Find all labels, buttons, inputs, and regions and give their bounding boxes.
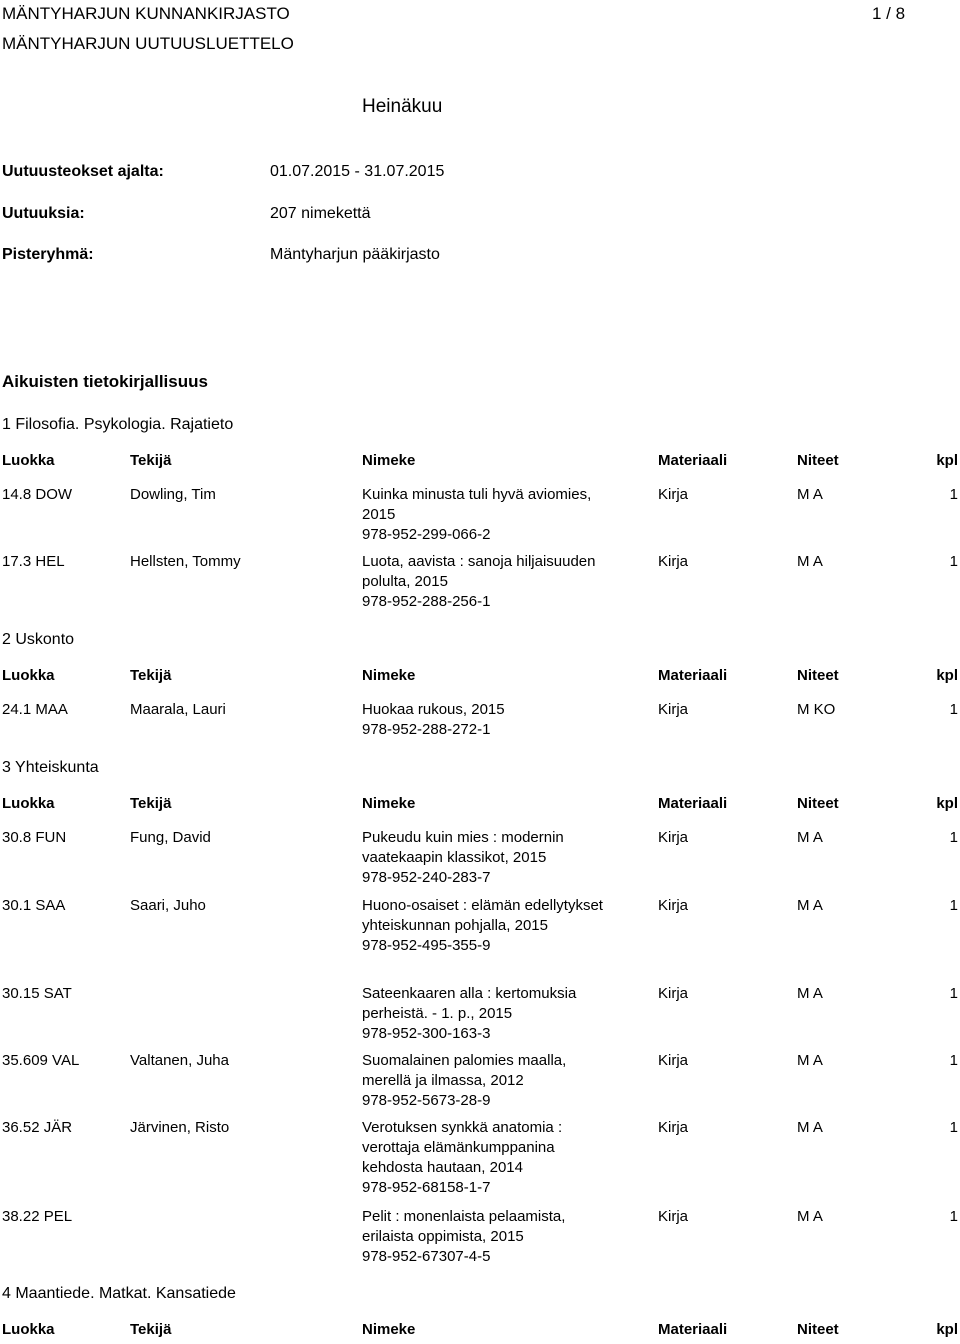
column-header-materiaali: Materiaali <box>658 795 728 812</box>
row-materiaali: Kirja <box>658 1119 689 1136</box>
column-header-niteet: Niteet <box>797 667 839 684</box>
library-name: MÄNTYHARJUN KUNNANKIRJASTO <box>2 4 290 23</box>
column-header-tekija: Tekijä <box>130 1321 172 1338</box>
row-nimeke-line: verottaja elämänkumppanina <box>362 1139 555 1156</box>
row-materiaali: Kirja <box>658 829 689 846</box>
section-title: 3 Yhteiskunta <box>2 759 99 776</box>
group-value: Mäntyharjun pääkirjasto <box>270 246 440 263</box>
row-luokka: 14.8 DOW <box>2 486 73 503</box>
row-tekija: Järvinen, Risto <box>130 1119 230 1136</box>
row-nimeke-line: 2015 <box>362 506 396 523</box>
row-tekija: Fung, David <box>130 829 211 846</box>
row-kpl: 1 <box>949 1119 958 1136</box>
row-nimeke-line: erilaista oppimista, 2015 <box>362 1228 524 1245</box>
column-header-niteet: Niteet <box>797 452 839 469</box>
row-niteet: M A <box>797 1052 823 1069</box>
row-niteet: M A <box>797 1119 823 1136</box>
row-nimeke-line: Verotuksen synkkä anatomia : <box>362 1119 563 1136</box>
row-luokka: 35.609 VAL <box>2 1052 80 1069</box>
row-nimeke-line: polulta, 2015 <box>362 573 448 590</box>
column-header-luokka: Luokka <box>2 667 55 684</box>
row-tekija: Valtanen, Juha <box>130 1052 229 1069</box>
row-materiaali: Kirja <box>658 985 689 1002</box>
row-kpl: 1 <box>949 985 958 1002</box>
row-materiaali: Kirja <box>658 701 689 718</box>
row-nimeke-line: Huokaa rukous, 2015 <box>362 701 505 718</box>
row-niteet: M A <box>797 1208 823 1225</box>
count-label: Uutuuksia: <box>2 205 85 222</box>
row-nimeke-line: Pelit : monenlaista pelaamista, <box>362 1208 566 1225</box>
row-luokka: 24.1 MAA <box>2 701 68 718</box>
column-header-kpl: kpl <box>936 795 958 812</box>
section-title: 4 Maantiede. Matkat. Kansatiede <box>2 1285 236 1302</box>
row-niteet: M KO <box>797 701 836 718</box>
row-materiaali: Kirja <box>658 553 689 570</box>
row-nimeke-line: Suomalainen palomies maalla, <box>362 1052 567 1069</box>
column-header-nimeke: Nimeke <box>362 452 416 469</box>
page-number: 1 / 8 <box>872 4 906 23</box>
row-isbn: 978-952-240-283-7 <box>362 869 491 886</box>
row-niteet: M A <box>797 829 823 846</box>
row-kpl: 1 <box>949 829 958 846</box>
column-header-niteet: Niteet <box>797 795 839 812</box>
row-materiaali: Kirja <box>658 1208 689 1225</box>
row-nimeke-line: kehdosta hautaan, 2014 <box>362 1159 523 1176</box>
row-nimeke-line: Sateenkaaren alla : kertomuksia <box>362 985 577 1002</box>
column-header-materiaali: Materiaali <box>658 452 728 469</box>
row-isbn: 978-952-68158-1-7 <box>362 1179 491 1196</box>
group-label: Pisteryhmä: <box>2 246 94 263</box>
row-nimeke-line: Luota, aavista : sanoja hiljaisuuden <box>362 553 596 570</box>
row-luokka: 17.3 HEL <box>2 553 65 570</box>
column-header-kpl: kpl <box>936 452 958 469</box>
column-header-luokka: Luokka <box>2 452 55 469</box>
period-label: Uutuusteokset ajalta: <box>2 163 164 180</box>
row-nimeke-line: Kuinka minusta tuli hyvä aviomies, <box>362 486 592 503</box>
row-kpl: 1 <box>949 701 958 718</box>
row-materiaali: Kirja <box>658 897 689 914</box>
section-title: 2 Uskonto <box>2 631 75 648</box>
column-header-kpl: kpl <box>936 1321 958 1338</box>
column-header-tekija: Tekijä <box>130 452 172 469</box>
row-nimeke-line: perheistä. - 1. p., 2015 <box>362 1005 513 1022</box>
section-title: 1 Filosofia. Psykologia. Rajatieto <box>2 416 234 433</box>
column-header-kpl: kpl <box>936 667 958 684</box>
row-luokka: 38.22 PEL <box>2 1208 73 1225</box>
row-luokka: 30.15 SAT <box>2 985 72 1002</box>
column-header-niteet: Niteet <box>797 1321 839 1338</box>
row-tekija: Hellsten, Tommy <box>130 553 241 570</box>
row-isbn: 978-952-288-256-1 <box>362 593 491 610</box>
list-title: MÄNTYHARJUN UUTUUSLUETTELO <box>2 34 294 53</box>
row-nimeke-line: Pukeudu kuin mies : modernin <box>362 829 564 846</box>
count-value: 207 nimekettä <box>270 205 371 222</box>
row-kpl: 1 <box>949 553 958 570</box>
month-heading: Heinäkuu <box>362 96 443 117</box>
row-isbn: 978-952-300-163-3 <box>362 1025 491 1042</box>
row-nimeke-line: Huono-osaiset : elämän edellytykset <box>362 897 603 914</box>
row-niteet: M A <box>797 985 823 1002</box>
row-kpl: 1 <box>949 897 958 914</box>
period-value: 01.07.2015 - 31.07.2015 <box>270 163 445 180</box>
row-nimeke-line: vaatekaapin klassikot, 2015 <box>362 849 547 866</box>
column-header-materiaali: Materiaali <box>658 1321 728 1338</box>
row-kpl: 1 <box>949 486 958 503</box>
column-header-nimeke: Nimeke <box>362 667 416 684</box>
row-niteet: M A <box>797 897 823 914</box>
row-luokka: 30.8 FUN <box>2 829 67 846</box>
row-tekija: Maarala, Lauri <box>130 701 226 718</box>
row-materiaali: Kirja <box>658 486 689 503</box>
column-header-nimeke: Nimeke <box>362 1321 416 1338</box>
row-luokka: 36.52 JÄR <box>2 1119 73 1136</box>
column-header-luokka: Luokka <box>2 795 55 812</box>
column-header-tekija: Tekijä <box>130 667 172 684</box>
row-kpl: 1 <box>949 1208 958 1225</box>
row-tekija: Saari, Juho <box>130 897 206 914</box>
row-niteet: M A <box>797 553 823 570</box>
column-header-tekija: Tekijä <box>130 795 172 812</box>
category-heading: Aikuisten tietokirjallisuus <box>2 372 208 391</box>
row-isbn: 978-952-5673-28-9 <box>362 1092 491 1109</box>
row-isbn: 978-952-288-272-1 <box>362 721 491 738</box>
row-isbn: 978-952-495-355-9 <box>362 937 491 954</box>
column-header-luokka: Luokka <box>2 1321 55 1338</box>
column-header-nimeke: Nimeke <box>362 795 416 812</box>
row-materiaali: Kirja <box>658 1052 689 1069</box>
column-header-materiaali: Materiaali <box>658 667 728 684</box>
row-tekija: Dowling, Tim <box>130 486 216 503</box>
row-nimeke-line: merellä ja ilmassa, 2012 <box>362 1072 524 1089</box>
row-luokka: 30.1 SAA <box>2 897 66 914</box>
row-kpl: 1 <box>949 1052 958 1069</box>
row-niteet: M A <box>797 486 823 503</box>
row-isbn: 978-952-67307-4-5 <box>362 1248 491 1265</box>
row-isbn: 978-952-299-066-2 <box>362 526 491 543</box>
row-nimeke-line: yhteiskunnan pohjalla, 2015 <box>362 917 548 934</box>
